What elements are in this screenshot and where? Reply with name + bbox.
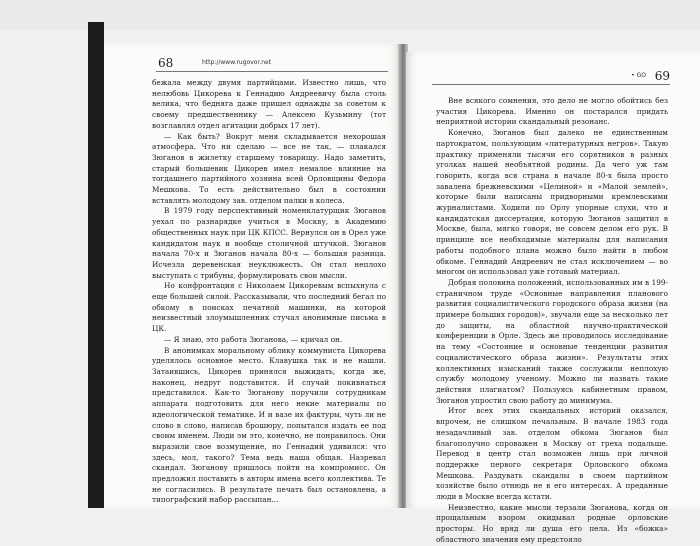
header-rule [432, 84, 670, 85]
paragraph: бежала между двумя партийцами. Известно лишь, что нелюбовь Цикорева к Геннадию Андреевичу была столь велика, что бедняга даже пришел однажды за советом к своему предшественнику — Алексею Кузьмину (тот возглавлял отдел агитации добрых 17 лет). [152, 78, 386, 130]
left-page [104, 44, 400, 508]
paragraph: Итог всех этих скандальных историй оказался, впрочем, не слишком печальным. В начале 1983 года незадачливый зав. отделом обкома Зюганов был благополучно спроважен в Москву от греха подальше. Перевод в центр стал возможен лишь при личной поддержке первого секретаря Орловского обкома Мешкова. Раздувать скандалы в своем партийном хозяйстве было отнюдь не в его интересах. А преданные люди в Москве всегда кстати. [436, 406, 668, 502]
paragraph: — Я знаю, это работа Зюганова, — кричал он. [164, 334, 343, 344]
paragraph: Но конфронтация с Николаем Цикоревым вспыхнула с еще большей силой. Рассказывали, что последний бегал по обкому в поисках печатной машинки, на которой неизвестный злоумышленник стучал анонимные письма в ЦК. [152, 281, 386, 334]
paragraph: В анонимках моральному облику коммуниста Цикорева уделялось основное место. Клавушка так и не нашли. Затаившись, Цикорев принялся выжидать, когда же, наконец, недруг подставится. И случай покивнаться представился. Как-то Зюганову поручили сотрудникам аппарата подготовить для него некие материалы по идеологической тематике. И и вазе их фактуры, чуть ли не слово в слово, написав брошюру, попытался издать ее под своим именем. Люди эм это, конечно, не понравилось. Они выразили свое возмущение, но Геннадий удивился: что здесь, мол, такого? Тема ведь наша общая. Назревал скандал. Зюганову пришлось пойти на компромисс. Он предложил поставить в авторы имена всего коллектива. Те не согласились. В результате печать был остановлена, а типографский набор рассыпан... [152, 345, 386, 505]
right-page [406, 52, 700, 544]
paragraph: Неизвестно, какие мысли терзали Зюганова, когда он прощальным взором окидывал родные орловские просторы. Но вряд ли душа его пела. Из «божка» областного значения ему предстояло [436, 502, 668, 544]
paragraph: Добрая половина положений, использованных им в 199-страничном труде «Основные направления планового развития социалистического городского образа жизни (на примере больших городов)», звучали еще за несколько лет до защиты, на областной научно-практической конференции в Орле. Здесь же проводилось исследование на тему «Состояние и основные тенденции развития социалистического образа жизни». Результаты этих коллективных изысканий также сослужили неплохую службу молодому ученому. Можно ли назвать такие действия плагиатом? Пользуясь кабинетным правом, Зюганов упростил свою работу до минимума. [436, 277, 668, 405]
paragraph: Конечно, Зюганов был далеко не единственным партократом, пользующим «литературных негров». Такую практику применяли тысячи его сорятников в разных уголках нашей необъятной родины. Да чего уж там говорить, когда вся страна в начале 80-х была просто завалена брежневскими «Целиной» и «Малой землей», которые были написаны придворными кремлевскими журналистами. Ходили по Орлу упорные слухи, что и кандидатская диссертация, которую Зюганов защитил в Москве, была, мягко говоря, не совсем делом его рук. В принципе все необходимые материалы для написания работы подобного плана можно было найти в любом обкоме. Геннадий Андреевич не стал исключением — во многом он использовал уже готовый материал. [436, 128, 668, 277]
left-page-header [158, 56, 378, 70]
right-page-number: 69 [654, 69, 670, 83]
paragraph: Вне всякого сомнения, это дело не могло обойтись без участия Цикорева. Именно он постарался придать неприятной истории скандальный резонанс. [436, 96, 668, 127]
paragraph: В 1979 году перспективный номенклатурщик Зюганов уехал по разнарядке учиться в Москву, в Академию общественных наук при ЦК КПСС. Вернулся он в Орел уже кандидатом наук и вообще столичной штучкой. Зюганов начала 70-х и Зюганов начала 80-х — большая разница. Исчезла деревенская неуклюжесть. Он стал неплохо выступать с трибуны, формулировать свои мысли. [152, 206, 386, 280]
scan-backdrop [0, 0, 700, 30]
header-mark: • GO [631, 72, 646, 79]
left-page-body [152, 78, 386, 506]
left-page-number: 68 [158, 56, 174, 70]
header-rule [156, 71, 388, 72]
right-page-header [570, 69, 670, 83]
paragraph: — Как быть? Вокруг меня складывается нехорошая атмосфера. Что ни сделаю — все не так, — плакался Зюганов в жилетку старшему товарищу. Надо заметить, старый большевик Цикорев имел немалое влияние на тогдашнего партийного хозяина всей Орловщины Федора Мешкова. То есть действительно был в состоянии вставлять молодому зав. отделом палки в колеса. [152, 131, 386, 205]
header-url: http://www.rugovor.net [202, 59, 272, 66]
right-page-body [436, 96, 668, 546]
book-cover-edge [88, 22, 104, 508]
